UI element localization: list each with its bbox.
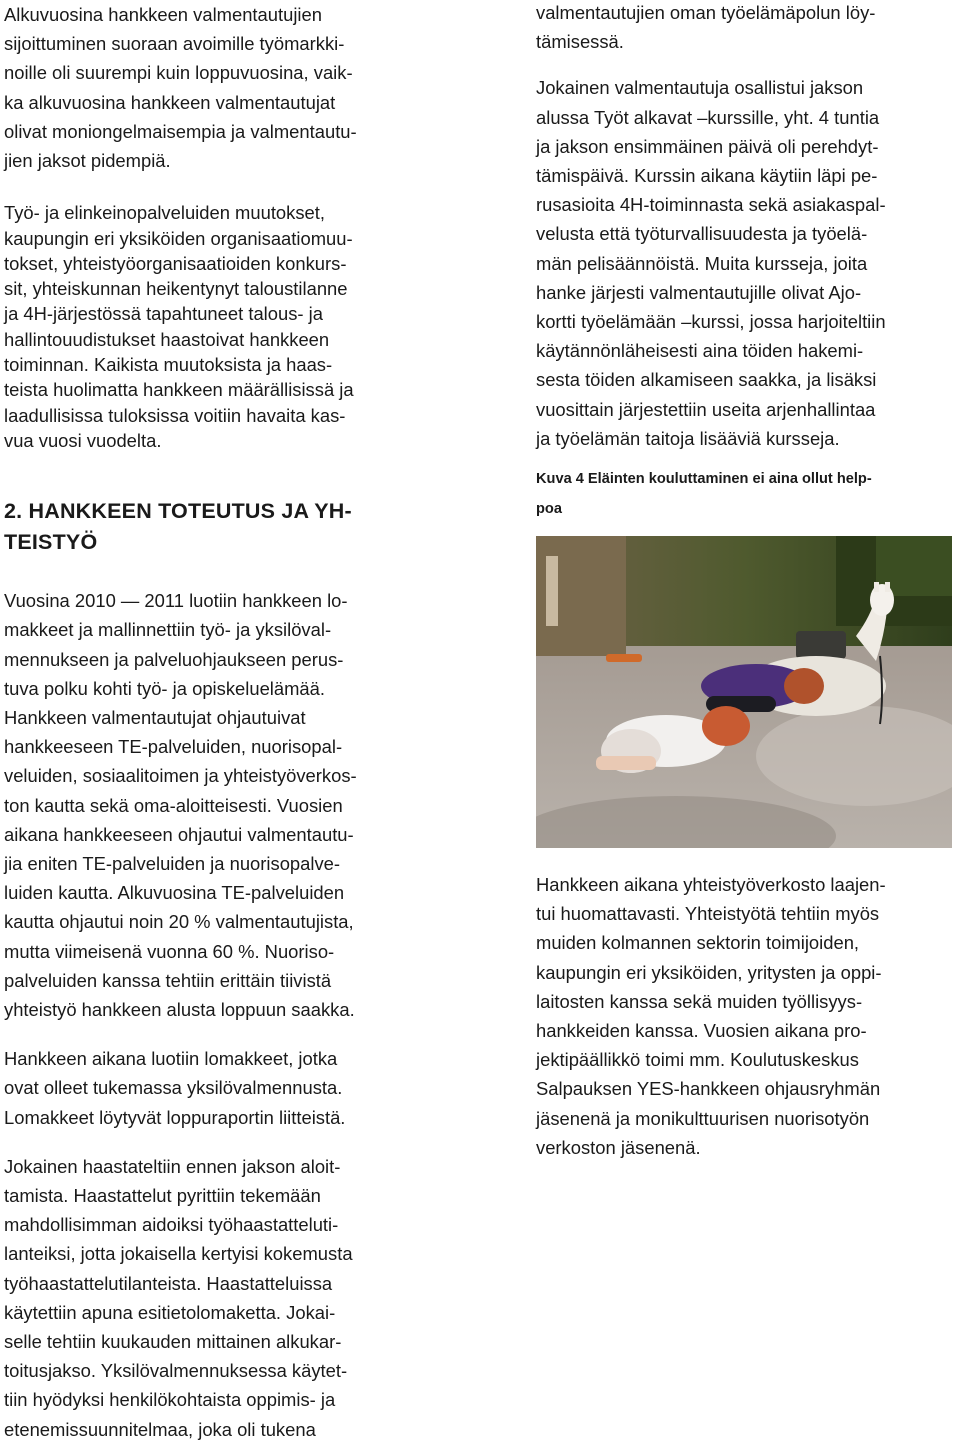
- paragraph-forms: Hankkeen aikana luotiin lomakkeet, jotka ovat olleet tukemassa yksilövalmennusta. Lomakkeet löytyvät loppuraportin liitteistä.: [4, 1048, 346, 1128]
- figure-caption: Kuva 4 Eläinten kouluttaminen ei aina ollut help- poa: [536, 471, 872, 517]
- paragraph-placement-results: Alkuvuosina hankkeen valmentautujien sijoittuminen suoraan avoimille työmarkki- noille oli suurempi kuin loppuvuosina, vaik- ka alkuvuosina hankkeen valmentautujat olivat moniongelmaisempia ja valmentautu- jien jaksot pidempiä.: [4, 4, 357, 172]
- paragraph-career-path: valmentautujien oman työelämäpolun löy- tämisessä.: [536, 2, 876, 53]
- paragraph-implementation: Vuosina 2010 — 2011 luotiin hankkeen lo- makkeet ja mallinnettiin työ- ja yksilöval- mennukseen ja palveluohjaukseen perus- tuva polku kohti työ- ja opiskeluelämää. Hankkeen valmentautujat ohjautuivat hankkeeseen TE-palveluiden, nuorisopal- veluiden, sosiaalitoimen ja yhteistyöverkos- ton kautta sekä oma-aloitteisesti. Vuosien aikana hankkeeseen ohjautui valmentautu- jia eniten TE-palveluiden ja nuorisopalve- luiden kautta. Alkuvuosina TE-palveluiden kautta ohjautui noin 20 % valmentautujista, mutta viimeisenä vuonna 60 %. Nuoriso- palveluiden kanssa tehtiin erittäin tiivistä yhteistyö hankkeen alusta loppuun saakka.: [4, 590, 357, 1021]
- paragraph-courses: Jokainen valmentautuja osallistui jakson alussa Työt alkavat –kurssille, yht. 4 tuntia ja jakson ensimmäinen päivä oli perehdyt- tämispäivä. Kurssin aikana käytiin läpi pe- rusasioita 4H-toiminnasta sekä asiakaspal- velusta että työturvallisuudesta ja työelä- män pelisäännöistä. Muita kursseja, joita hanke järjesti valmentautujille olivat Ajo- kortti työelämään –kurssi, jossa harjoiteltiin käytännönläheisesti aina töiden hakemi- sesta töiden alkamiseen saakka, ja lisäksi vuosittain järjestettiin useita arjenhallintaa ja työelämän taitoja lisääviä kursseja.: [536, 77, 886, 449]
- left-column: [4, 0, 444, 1444]
- paragraph-interviews: Jokainen haastateltiin ennen jakson aloit- tamista. Haastattelut pyrittiin tekemään mahdollisimman aidoiksi työhaastatteluti- lanteiksi, jotta jokaisella kertyisi kokemusta työhaastattelutilanteista. Haastatteluissa käytettiin apuna esitietolomaketta. Jokai- selle tehtiin kuukauden mittainen alkukar- toitusjakso. Yksilövalmennuksessa käytet- tiin hyödyksi henkilökohtaista oppimis- ja etenemissuunnitelmaa, joka oli tukena: [4, 1155, 353, 1440]
- paragraph-network: Hankkeen aikana yhteistyöverkosto laajen- tui huomattavasti. Yhteistyötä tehtiin myös muiden kolmannen sektorin toimijoiden, kaupungin eri yksiköiden, yritysten ja oppi- laitosten kanssa sekä muiden työllisyys- hankkeiden kanssa. Vuosien aikana pro- jektipäällikkö toimi mm. Koulutuskeskus Salpauksen YES-hankkeen ohjausryhmän jäsenenä ja monikulttuurisen nuorisotyön verkoston jäsenenä.: [536, 874, 886, 1158]
- paragraph-challenges: Työ- ja elinkeinopalveluiden muutokset, kaupungin eri yksiköiden organisaatiomuu- tokset, yhteistyöorganisaatioiden konkurs- sit, yhteiskunnan heikentynyt taloustilanne ja 4H-järjestössä tapahtuneet talous- ja hallintouudistukset haastoivat hankkeen toiminnan. Kaikista muutoksista ja haas- teista huolimatta hankkeen määrällisissä ja laadullisissa tuloksissa voitiin havaita kas- vua vuosi vuodelta.: [4, 202, 354, 451]
- section-heading: 2. HANKKEEN TOTEUTUS JA YH- TEISTYÖ: [4, 499, 352, 555]
- right-column: [536, 0, 960, 1162]
- llama-training-photo: [536, 536, 952, 848]
